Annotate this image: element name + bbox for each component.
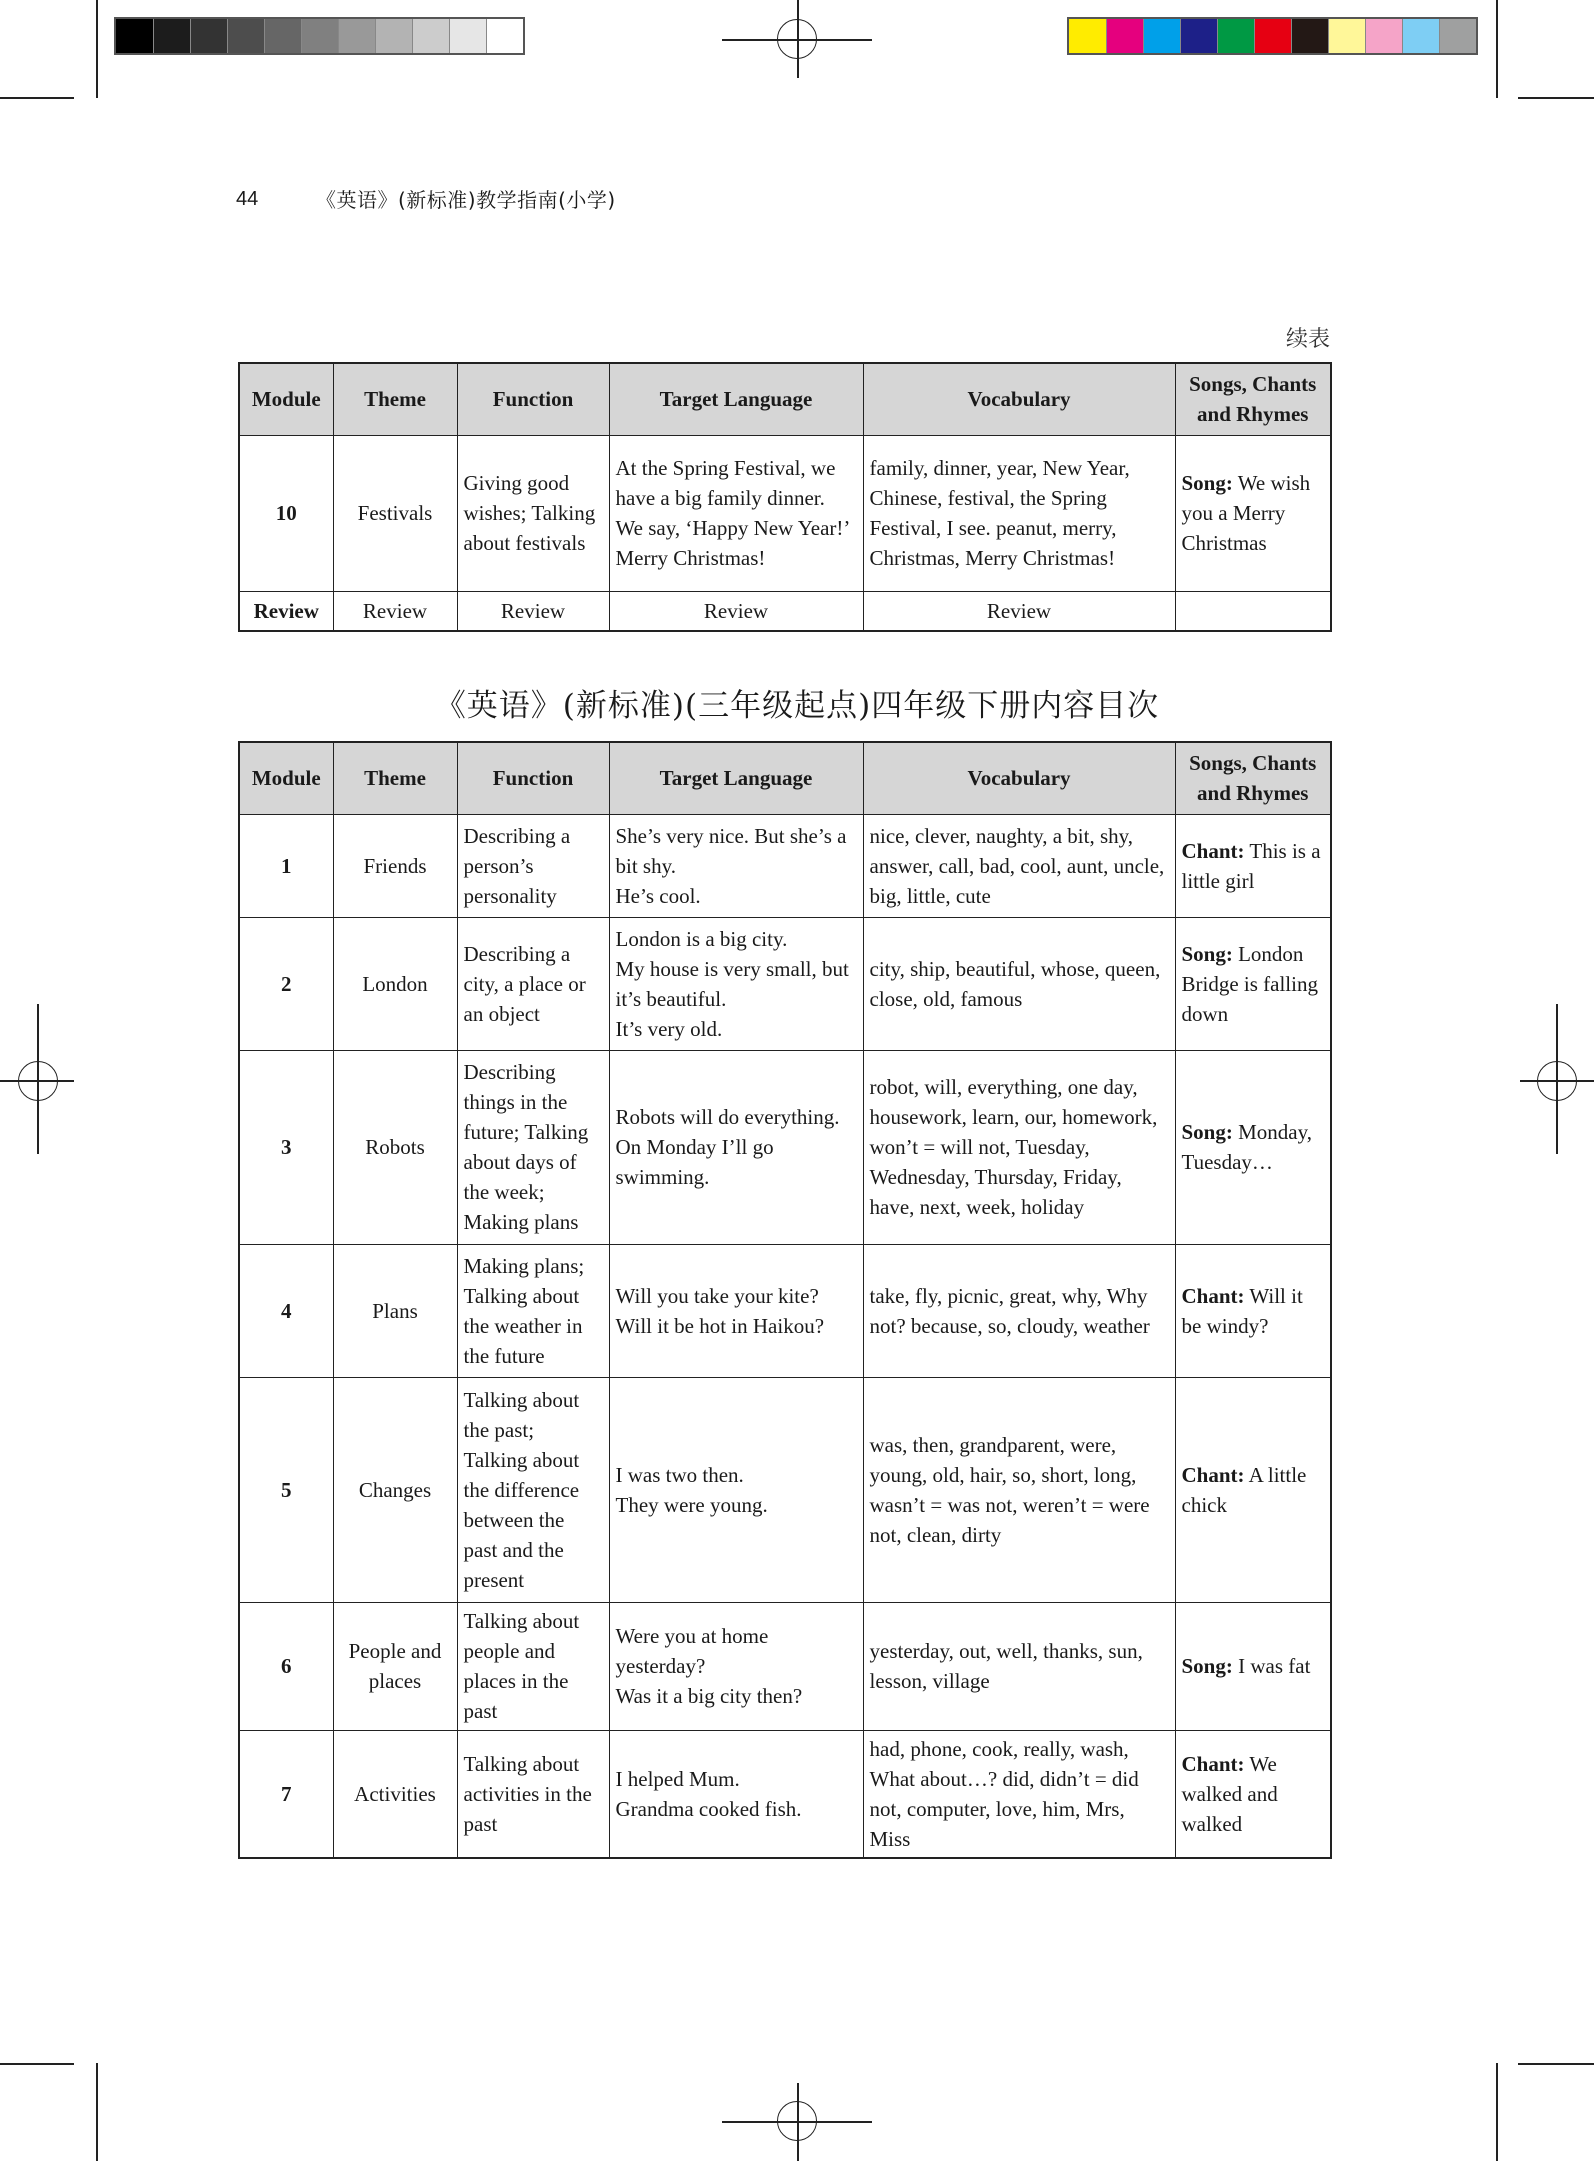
target-language-line: My house is very small, but it’s beautiful. xyxy=(615,956,849,1011)
target-language-line: She’s very nice. But she’s a bit shy. xyxy=(615,823,847,878)
target-language-line: Robots will do everything. xyxy=(615,1105,840,1129)
function-cell: Describing things in the future; Talking about days of the week; Making plans xyxy=(457,1050,609,1244)
calibration-swatch xyxy=(449,19,486,53)
calibration-swatch xyxy=(375,19,412,53)
module-cell: 6 xyxy=(239,1602,333,1730)
theme-cell: Festivals xyxy=(333,435,457,591)
calibration-swatch xyxy=(1254,19,1291,53)
song-title: A little chick xyxy=(1181,1462,1307,1517)
continued-table-label: 续表 xyxy=(1285,327,1330,352)
songs-cell xyxy=(1175,435,1331,591)
module-cell: 4 xyxy=(239,1244,333,1377)
calibration-swatch xyxy=(1365,19,1402,53)
calibration-swatch xyxy=(338,19,375,53)
target-language-line: He’s cool. xyxy=(615,883,701,908)
vocabulary-cell: nice, clever, naughty, a bit, shy, answer, call, bad, cool, aunt, uncle, big, little, cute xyxy=(863,814,1175,917)
vocabulary-cell: yesterday, out, well, thanks, sun, lesson, village xyxy=(863,1602,1175,1730)
vocabulary-cell: city, ship, beautiful, whose, queen, close, old, famous xyxy=(863,917,1175,1050)
target-language-line: London is a big city. xyxy=(615,926,788,951)
page-number: 44 xyxy=(236,188,259,210)
target-language-cell xyxy=(609,917,863,1050)
vocabulary-cell: Review xyxy=(863,591,1175,631)
theme-cell: Activities xyxy=(333,1730,457,1858)
calibration-swatch xyxy=(264,19,301,53)
target-language-line: At the Spring Festival, we have a big family dinner. xyxy=(615,456,836,510)
target-language-line: I helped Mum. xyxy=(615,1766,740,1791)
function-cell: Describing a person’s personality xyxy=(457,814,609,917)
col-header-vocabulary: Vocabulary xyxy=(863,742,1175,814)
section-title: 《英语》(新标准)(三年级起点)四年级下册内容目次 xyxy=(434,688,1160,724)
theme-cell: Friends xyxy=(333,814,457,917)
table-row xyxy=(239,1377,1331,1602)
contents-table xyxy=(238,741,1332,1859)
song-title: This is a little girl xyxy=(1181,838,1321,893)
function-cell: Talking about people and places in the past xyxy=(457,1602,609,1730)
table-row xyxy=(239,435,1331,591)
module-cell: 5 xyxy=(239,1377,333,1602)
function-cell: Describing a city, a place or an object xyxy=(457,917,609,1050)
target-language-line: Merry Christmas! xyxy=(615,546,766,570)
song-title: I was fat xyxy=(1238,1654,1311,1678)
calibration-swatch xyxy=(1069,19,1106,53)
table-row xyxy=(239,1244,1331,1377)
target-language-line: It’s very old. xyxy=(615,1016,723,1041)
vocabulary-cell: had, phone, cook, really, wash, What about…? did, didn’t = did not, computer, love, him, Mrs, Miss xyxy=(863,1730,1175,1858)
col-header-module: Module xyxy=(239,742,333,814)
target-language-line: I was two then. xyxy=(615,1462,744,1487)
song-type-label: Song: xyxy=(1181,1654,1233,1678)
song-title: Monday, Tuesday… xyxy=(1181,1120,1312,1174)
song-type-label: Chant: xyxy=(1181,1751,1245,1776)
continued-contents-table xyxy=(238,362,1332,632)
target-language-line: Grandma cooked fish. xyxy=(615,1796,802,1821)
color-calibration-bar xyxy=(1067,17,1478,55)
calibration-swatch xyxy=(190,19,227,53)
songs-cell xyxy=(1175,917,1331,1050)
theme-cell: Plans xyxy=(333,1244,457,1377)
calibration-swatch xyxy=(1106,19,1143,53)
song-title: We wish you a Merry Christmas xyxy=(1181,471,1311,555)
song-type-label: Song: xyxy=(1181,1120,1233,1144)
songs-cell xyxy=(1175,814,1331,917)
theme-cell: Review xyxy=(333,591,457,631)
module-cell: 10 xyxy=(239,435,333,591)
target-language-line: Will you take your kite? xyxy=(615,1283,819,1308)
target-language-cell xyxy=(609,1244,863,1377)
col-header-theme: Theme xyxy=(333,742,457,814)
table-row xyxy=(239,814,1331,917)
song-type-label: Song: xyxy=(1181,941,1233,966)
theme-cell: Robots xyxy=(333,1050,457,1244)
songs-cell xyxy=(1175,1050,1331,1244)
calibration-swatch xyxy=(1180,19,1217,53)
songs-cell xyxy=(1175,1244,1331,1377)
col-header-module: Module xyxy=(239,363,333,435)
module-cell: Review xyxy=(239,591,333,631)
vocabulary-cell: robot, will, everything, one day, housework, learn, our, homework, won’t = will not, Tuesday, Wednesday, Thursday, Friday, have, next, week, holiday xyxy=(863,1050,1175,1244)
table-row xyxy=(239,1050,1331,1244)
table-row xyxy=(239,917,1331,1050)
songs-cell xyxy=(1175,1602,1331,1730)
target-language-line: Was it a big city then? xyxy=(615,1684,803,1708)
calibration-swatch xyxy=(301,19,338,53)
module-cell: 3 xyxy=(239,1050,333,1244)
col-header-vocabulary: Vocabulary xyxy=(863,363,1175,435)
calibration-swatch xyxy=(153,19,190,53)
grayscale-calibration-bar xyxy=(114,17,525,55)
vocabulary-cell: was, then, grandparent, were, young, old, hair, so, short, long, wasn’t = was not, weren’t = were not, clean, dirty xyxy=(863,1377,1175,1602)
song-title: Will it be windy? xyxy=(1181,1283,1303,1338)
col-header-theme: Theme xyxy=(333,363,457,435)
module-cell: 1 xyxy=(239,814,333,917)
target-language-cell xyxy=(609,1730,863,1858)
col-header-function: Function xyxy=(457,363,609,435)
target-language-line: On Monday I’ll go swimming. xyxy=(615,1135,774,1189)
calibration-swatch xyxy=(486,19,523,53)
calibration-swatch xyxy=(1328,19,1365,53)
calibration-swatch xyxy=(1291,19,1328,53)
calibration-swatch xyxy=(412,19,449,53)
calibration-swatch xyxy=(1439,19,1476,53)
table-row xyxy=(239,1602,1331,1730)
songs-cell xyxy=(1175,1730,1331,1858)
theme-cell: London xyxy=(333,917,457,1050)
col-header-songs: Songs, Chants and Rhymes xyxy=(1175,363,1331,435)
song-type-label: Chant: xyxy=(1181,1462,1245,1487)
calibration-swatch xyxy=(1143,19,1180,53)
table-header-row xyxy=(239,363,1331,435)
function-cell: Making plans; Talking about the weather in the future xyxy=(457,1244,609,1377)
target-language-line: They were young. xyxy=(615,1492,768,1517)
songs-cell xyxy=(1175,591,1331,631)
theme-cell: Changes xyxy=(333,1377,457,1602)
target-language-cell xyxy=(609,1050,863,1244)
vocabulary-cell: take, fly, picnic, great, why, Why not? because, so, cloudy, weather xyxy=(863,1244,1175,1377)
songs-cell xyxy=(1175,1377,1331,1602)
table-row xyxy=(239,1730,1331,1858)
target-language-line: We say, ‘Happy New Year!’ xyxy=(615,516,851,540)
col-header-function: Function xyxy=(457,742,609,814)
calibration-swatch xyxy=(1402,19,1439,53)
theme-cell: People and places xyxy=(333,1602,457,1730)
target-language-cell xyxy=(609,435,863,591)
function-cell: Talking about activities in the past xyxy=(457,1730,609,1858)
song-title: We walked and walked xyxy=(1181,1751,1278,1836)
vocabulary-cell: family, dinner, year, New Year, Chinese, festival, the Spring Festival, I see. peanut, merry, Christmas, Merry Christmas! xyxy=(863,435,1175,591)
col-header-target-language: Target Language xyxy=(609,742,863,814)
calibration-swatch xyxy=(1217,19,1254,53)
target-language-cell xyxy=(609,1602,863,1730)
running-title: 《英语》(新标准)教学指南(小学) xyxy=(316,188,616,212)
function-cell: Giving good wishes; Talking about festivals xyxy=(457,435,609,591)
target-language-cell xyxy=(609,814,863,917)
module-cell: 2 xyxy=(239,917,333,1050)
module-cell: 7 xyxy=(239,1730,333,1858)
function-cell: Talking about the past; Talking about the difference between the past and the present xyxy=(457,1377,609,1602)
function-cell: Review xyxy=(457,591,609,631)
song-type-label: Chant: xyxy=(1181,838,1245,863)
col-header-songs: Songs, Chants and Rhymes xyxy=(1175,742,1331,814)
calibration-swatch xyxy=(116,19,153,53)
song-title: London Bridge is falling down xyxy=(1181,941,1318,1026)
target-language-line: Were you at home yesterday? xyxy=(615,1624,769,1678)
target-language-cell xyxy=(609,1377,863,1602)
target-language-cell: Review xyxy=(609,591,863,631)
table-header-row xyxy=(239,742,1331,814)
col-header-target-language: Target Language xyxy=(609,363,863,435)
song-type-label: Song: xyxy=(1181,471,1233,495)
song-type-label: Chant: xyxy=(1181,1283,1245,1308)
calibration-swatch xyxy=(227,19,264,53)
review-row xyxy=(239,591,1331,631)
target-language-line: Will it be hot in Haikou? xyxy=(615,1313,825,1338)
